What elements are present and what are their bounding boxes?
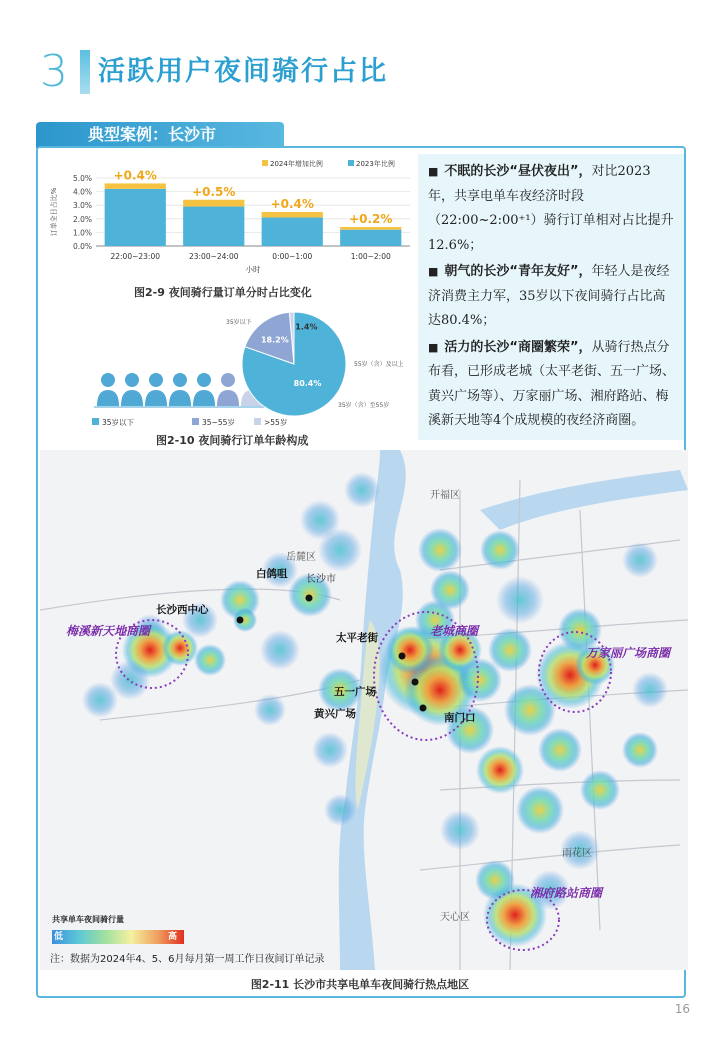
person-head-icon: [197, 373, 211, 387]
bar-2024-increase: [105, 183, 166, 188]
business-circle-label: 老城商圈: [430, 624, 479, 638]
bar-2024-increase: [262, 212, 323, 217]
place-label: 南门口: [444, 712, 476, 724]
pie-data-label: 1.4%: [295, 322, 318, 332]
legend-label: 35岁以下: [102, 418, 135, 427]
pie-annotation: 35岁（含）至55岁: [338, 402, 390, 409]
business-circle-label: 万家丽广场商圈: [586, 646, 671, 660]
bar-2023: [183, 207, 244, 246]
legend-swatch: [262, 160, 268, 166]
bar-2024-increase: [340, 227, 401, 230]
business-circle-label: 湘府路站商圈: [530, 886, 603, 900]
page-number: 16: [674, 1002, 690, 1016]
person-body-icon: [145, 390, 167, 406]
place-label: 太平老街: [336, 632, 378, 644]
pie-data-label: 18.2%: [260, 335, 289, 345]
district-label: 天心区: [440, 912, 470, 923]
person-body-icon: [193, 390, 215, 406]
person-head-icon: [173, 373, 187, 387]
business-circle-label: 梅溪新天地商圈: [66, 624, 151, 638]
person-head-icon: [149, 373, 163, 387]
bar-2023: [340, 230, 401, 246]
x-tick-label: 0:00~1:00: [272, 252, 313, 261]
person-body-icon: [97, 390, 119, 406]
y-tick-label: 3.0%: [72, 201, 92, 211]
bar-2023: [262, 217, 323, 246]
heat-map: [40, 450, 688, 970]
section-accent-bar: [80, 50, 90, 94]
legend-swatch: [192, 418, 199, 425]
person-body-icon: [121, 390, 143, 406]
bar-2024-increase: [183, 200, 244, 207]
legend-swatch: [92, 418, 99, 425]
pie-chart: [44, 302, 416, 452]
district-label: 雨花区: [562, 848, 592, 859]
section-title: 活跃用户夜间骑行占比: [98, 56, 388, 87]
y-tick-label: 0.0%: [72, 242, 92, 251]
x-axis-title: 小时: [245, 265, 261, 274]
legend-swatch: [254, 418, 261, 425]
y-tick-label: 2.0%: [72, 214, 92, 224]
district-label: 开福区: [430, 490, 460, 501]
legend-label: 35~55岁: [202, 418, 235, 427]
highlight-item: ■ 不眠的长沙“昼伏夜出”，对比2023年，共享电单车夜经济时段（22:00~2:00⁺¹）骑行订单相对占比提升12.6%；: [428, 164, 674, 253]
person-head-icon: [125, 373, 139, 387]
y-axis-title: 订单全日占比%: [50, 187, 58, 237]
legend-label: 2024年增加比例: [270, 160, 323, 168]
place-label: 白鸽咀: [256, 568, 288, 580]
y-tick-label: 1.0%: [72, 228, 92, 238]
bar-data-label: +0.2%: [349, 211, 393, 226]
pie-annotation: 55岁（含）及以上: [354, 361, 404, 368]
district-label: 岳麓区: [286, 552, 316, 563]
bar-data-label: +0.4%: [113, 168, 157, 183]
person-head-icon: [221, 373, 235, 387]
place-label: 长沙市: [306, 574, 336, 585]
legend-high-label: 高: [168, 932, 178, 942]
place-label: 长沙西中心: [156, 604, 209, 616]
charts-panel: [44, 152, 416, 448]
x-tick-label: 1:00~2:00: [350, 252, 391, 261]
legend-gradient: [52, 930, 184, 944]
legend-label: >55岁: [264, 418, 288, 427]
pie-annotation: 35岁以下: [226, 319, 252, 326]
person-body-icon: [169, 390, 191, 406]
legend-label: 2023年比例: [356, 160, 395, 168]
x-tick-label: 22:00~23:00: [110, 252, 161, 261]
pie-data-label: 80.4%: [293, 379, 322, 389]
y-tick-label: 5.0%: [72, 174, 92, 183]
pie-chart-caption: 图2-10 夜间骑行订单年龄构成: [156, 434, 309, 447]
map-note: 注：数据为2024年4、5、6月每月第一周工作日夜间订单记录: [50, 954, 325, 965]
map-caption: 图2-11 长沙市共享电单车夜间骑行热点地区: [250, 978, 470, 991]
highlight-item: ■ 活力的长沙“商圈繁荣”，从骑行热点分布看，已形成老城（太平老街、五一广场、黄兴广场等）、万家丽广场、湘府路站、梅溪新天地等4个成规模的夜经济商圈。: [428, 339, 676, 428]
highlights-box: [418, 154, 684, 440]
bar-2023: [105, 189, 166, 246]
legend-low-label: 低: [54, 932, 64, 942]
legend-title: 共享单车夜间骑行量: [52, 915, 124, 924]
place-label: 黄兴广场: [314, 708, 356, 720]
bar-chart: [44, 152, 416, 302]
y-tick-label: 4.0%: [72, 187, 92, 197]
case-tab: 典型案例：长沙市: [36, 122, 284, 148]
bar-data-label: +0.4%: [270, 197, 314, 211]
person-head-icon: [101, 373, 115, 387]
place-label: 五一广场: [334, 686, 376, 698]
bar-data-label: +0.5%: [192, 184, 236, 199]
highlight-item: ■ 朝气的长沙“青年友好”，年轻人是夜经济消费主力军，35岁以下夜间骑行占比高达80.4%；: [428, 264, 670, 328]
section-number: 3: [40, 46, 68, 97]
x-tick-label: 23:00~24:00: [188, 252, 239, 261]
legend-swatch: [348, 160, 354, 166]
bar-chart-caption: 图2-9 夜间骑行量订单分时占比变化: [134, 286, 312, 299]
person-body-icon: [217, 390, 239, 406]
